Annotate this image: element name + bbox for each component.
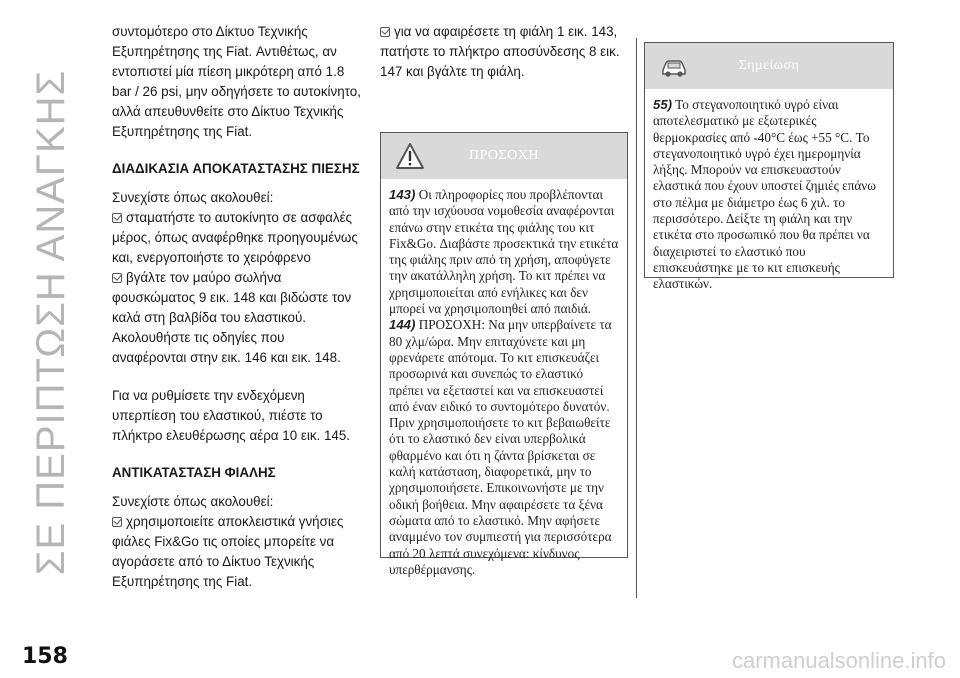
- note-text: Το στεγανοποιητικό υγρό είναι αποτελεσματικό με εξωτερικές θερμοκρασίες από -40°C έως +55 °C. Το στεγανοποιητικό υγρό έχει ημερομηνία λήξης. Μπορούν να επισκευαστούν ελαστικά που έχουν υποστεί ζημιές επάνω στο πέλμα με διάμετρο έως 6 χιλ. το περισσότερο. Δείξτε τη φιάλη και την ετικέτα στο προσωπικό που θα πρέπει να διαχειριστεί το ελαστικό που επισκευάστηκε με το κιτ επισκευής ελαστικών.: [653, 97, 876, 292]
- note-text: Οι πληροφορίες που προβλέπονται από την ισχύουσα νομοθεσία αναφέρονται επάνω στην ετικέτα της φιάλης του κιτ Fix&Go. Διαβάστε προσεκτικά την ετικέτα της φιάλης πριν από τη χρήση, αποφύγετε την ακατάλληλη χρήση. Το κιτ πρέπει να χρησιμοποιείται από ενήλικες και δεν μπορεί να χρησιμοποιηθεί από παιδιά.: [389, 187, 619, 317]
- warning-triangle-icon: [395, 142, 425, 170]
- column-divider: [636, 38, 637, 598]
- checkbox-bullet-icon: [380, 27, 390, 37]
- bullet-text: για να αφαιρέσετε τη φιάλη 1 εικ. 143, πατήστε το πλήκτρο αποσύνδεσης 8 εικ. 147 και βγάλτε τη φιάλη.: [380, 24, 620, 79]
- bullet-item-stop-car: [112, 208, 362, 268]
- column-left: [112, 22, 362, 592]
- note-item-55: [653, 97, 885, 293]
- page-number: 158: [22, 644, 68, 669]
- warning-header: [381, 133, 627, 179]
- heading-bottle-replace: ΑΝΤΙΚΑΤΑΣΤΑΣΗ ΦΙΑΛΗΣ: [112, 465, 276, 480]
- column-middle: [380, 22, 630, 82]
- watermark: carmanualsonline.info: [731, 648, 946, 673]
- warning-box: [380, 132, 628, 577]
- bullet-text: βγάλτε τον μαύρο σωλήνα φουσκώματος 9 εικ. 148 και βιδώστε τον καλά στη βαλβίδα του ελαστικού. Ακολουθήστε τις οδηγίες που αναφέρονται στην εικ. 146 και εικ. 148.: [112, 270, 352, 365]
- warning-title: ΠΡΟΣΟΧΗ: [469, 148, 539, 163]
- bullet-item-remove-bottle: [380, 22, 630, 82]
- checkbox-bullet-icon: [112, 517, 122, 527]
- warning-body: [381, 179, 627, 586]
- paragraph-overpressure: Για να ρυθμίσετε την ενδεχόμενη υπερπίεση του ελαστικού, πιέστε το πλήκτρο ελευθέρωσης αέρα 10 εικ. 145.: [112, 388, 351, 443]
- note-text: ΠΡΟΣΟΧΗ: Να μην υπερβαίνετε τα 80 χλμ/ώρα. Μην επιταχύνετε και μη φρενάρετε απότομα. Το κιτ επισκευάζει προσωρινά και συνεπώς το ελαστικό πρέπει να εξεταστεί και να επισκευαστεί από έναν ειδικό το συντομότερο δυνατόν. Πριν χρησιμοποιήσετε το κιτ βεβαιωθείτε ότι το ελαστικό δεν είναι υπερβολικά φθαρμένο και ότι η ζάντα βρίσκεται σε καλή κατάσταση, διαφορετικά, μην το χρησιμοποιήσετε. Επικοινωνήστε με την οδική βοήθεια. Μην αφαιρέσετε τα ξένα σώματα από το ελαστικό. Μην αφήσετε αναμμένο τον συμπιεστή για περισσότερα από 20 λεπτά συνεχόμενα: κίνδυνος υπερθέρμανσης.: [389, 317, 612, 577]
- car-note-icon: [659, 52, 689, 80]
- note-title: Σημείωση: [738, 58, 800, 73]
- paragraph-pressure-info: συντομότερο στο Δίκτυο Τεχνικής Εξυπηρέτησης της Fiat. Αντιθέτως, αν εντοπιστεί μία πίεση μικρότερη από 1.8 bar / 26 psi, μην οδηγήσετε το αυτοκίνητο, αλλά απευθυνθείτε στο Δίκτυο Τεχνικής Εξυπηρέτησης της Fiat.: [112, 24, 361, 139]
- heading-pressure-restore: ΔΙΑΔΙΚΑΣΙΑ ΑΠΟΚΑΤΑΣΤΑΣΗΣ ΠΙΕΣΗΣ: [112, 161, 360, 176]
- paragraph-continue-2: Συνεχίστε όπως ακολουθεί:: [112, 494, 274, 509]
- note-number: 55): [653, 97, 673, 112]
- warning-item-144: [389, 317, 619, 578]
- checkbox-bullet-icon: [112, 273, 122, 283]
- bullet-text: χρησιμοποιείτε αποκλειστικά γνήσιες φιάλες Fix&Go τις οποίες μπορείτε να αγοράσετε από το Δίκτυο Τεχνικής Εξυπηρέτησης της Fiat.: [112, 514, 344, 589]
- warning-item-143: [389, 187, 619, 317]
- checkbox-bullet-icon: [112, 213, 122, 223]
- side-section-title: [22, 22, 82, 622]
- paragraph-continue-1: Συνεχίστε όπως ακολουθεί:: [112, 190, 274, 205]
- bullet-item-original-bottles: [112, 512, 362, 592]
- side-title-text: ΣΕ ΠΕΡΙΠΤΩΣΗ ΑΝΑΓΚΗΣ: [29, 69, 74, 575]
- note-box: [644, 42, 894, 292]
- note-body: [645, 89, 893, 301]
- bullet-item-hose: [112, 268, 362, 368]
- note-header: [645, 43, 893, 89]
- bullet-text: σταματήστε το αυτοκίνητο σε ασφαλές μέρος, όπως αναφέρθηκε προηγουμένως και, ενεργοποιήστε το χειρόφρενο: [112, 210, 358, 265]
- note-number: 143): [389, 187, 416, 202]
- note-number: 144): [389, 317, 416, 333]
